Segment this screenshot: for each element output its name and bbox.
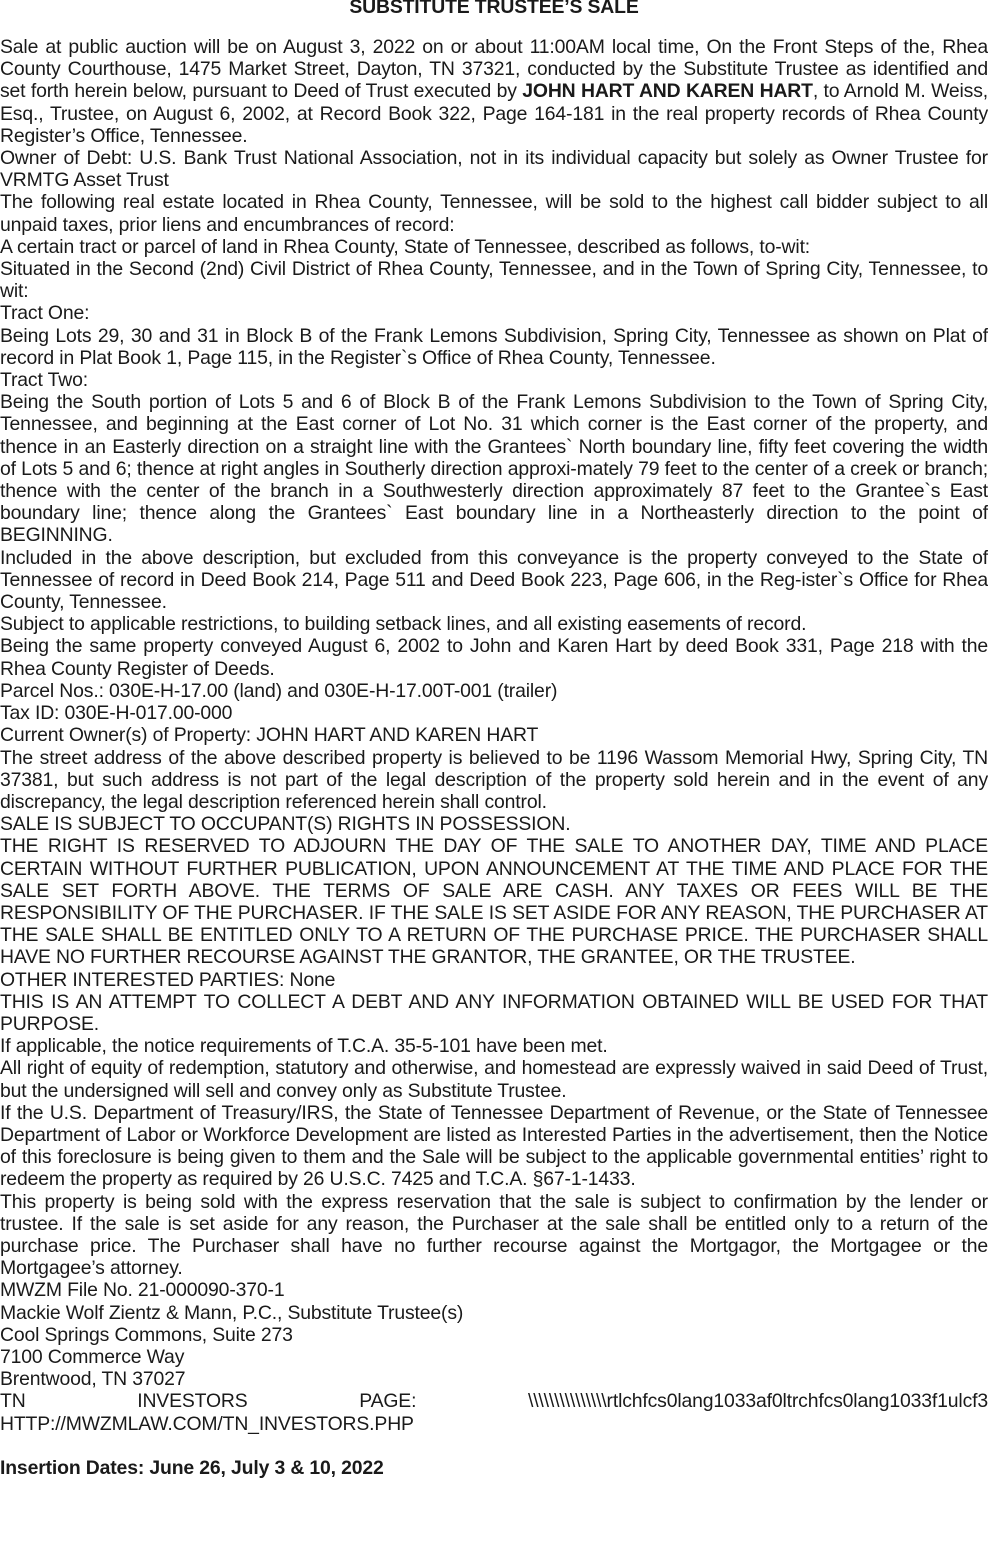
notice-title: SUBSTITUTE TRUSTEE’S SALE	[349, 0, 639, 18]
intro-paragraph	[0, 36, 988, 147]
tract-one-heading: Tract One:	[0, 302, 90, 325]
tax-id: Tax ID: 030E-H-017.00-000	[0, 702, 233, 725]
tca-notice: If applicable, the notice requirements of T.C.A. 35-5-101 have been met.	[0, 1035, 608, 1058]
adjournment-terms: THE RIGHT IS RESERVED TO ADJOURN THE DAY OF THE SALE TO ANOTHER DAY, TIME AND PLACE CERTAIN WITHOUT FURTHER PUBLICATION, UPON ANNOUNCEMENT AT THE TIME AND PLACE FOR THE SALE SET FORTH ABOVE. THE TERMS OF SALE ARE CASH. ANY TAXES OR FEES WILL BE THE RESPONSIBILITY OF THE PURCHASER. IF THE SALE IS SET ASIDE FOR ANY REASON, THE PURCHASER AT THE SALE SHALL BE ENTITLED ONLY TO A RETURN OF THE PURCHASE PRICE. THE PURCHASER SHALL HAVE NO FURTHER RECOURSE AGAINST THE GRANTOR, THE GRANTEE, OR THE TRUSTEE.	[0, 835, 988, 969]
tract-two-heading: Tract Two:	[0, 369, 88, 392]
debt-collection-notice: THIS IS AN ATTEMPT TO COLLECT A DEBT AND ANY INFORMATION OBTAINED WILL BE USED FOR THAT PURPOSE.	[0, 990, 988, 1035]
investors-url[interactable]: HTTP://MWZMLAW.COM/TN_INVESTORS.PHP	[0, 1412, 414, 1435]
district-description: Situated in the Second (2nd) Civil District of Rhea County, Tennessee, and in the Town of Spring City, Tennessee, to wit:	[0, 258, 988, 303]
confirmation-reservation: This property is being sold with the express reservation that the sale is subject to confirmation by the lender or trustee. If the sale is set aside for any reason, the Purchaser at the sale shall be entitled only to a return of the purchase price. The Purchaser shall have no further recourse against the Mortgagor, the Mortgagee or the Mortgagee’s attorney.	[0, 1190, 988, 1280]
address-line-1: Cool Springs Commons, Suite 273	[0, 1323, 293, 1346]
trustee-firm: Mackie Wolf Zientz & Mann, P.C., Substitute Trustee(s)	[0, 1301, 464, 1324]
file-number: MWZM File No. 21-000090-370-1	[0, 1279, 285, 1302]
restrictions-paragraph: Subject to applicable restrictions, to building setback lines, and all existing easements of record.	[0, 613, 807, 636]
intro-text-2: , to Arnold M. Weiss, Esq., Trustee, on August 6, 2002, at Record Book 322, Page 164-181 in the real property records of Rhea County Register’s Office, Tennessee.	[0, 80, 988, 147]
other-interested-parties: OTHER INTERESTED PARTIES: None	[0, 968, 336, 991]
tract-intro: A certain tract or parcel of land in Rhea County, State of Tennessee, described as follows, to-wit:	[0, 235, 811, 258]
conveyance-paragraph: Being the same property conveyed August 6, 2002 to John and Karen Hart by deed Book 331, Page 218 with the Rhea County Register of Deeds.	[0, 635, 988, 680]
intro-text-1: Sale at public auction will be on August 3, 2022 on or about 11:00AM local time, On the Front Steps of the, Rhea County Courthouse, 1475 Market Street, Dayton, TN 37321, conducted by the Substitute Trustee as identified and set forth herein below, pursuant to Deed of Trust executed by	[0, 36, 988, 103]
address-line-3: Brentwood, TN 37027	[0, 1368, 186, 1391]
insertion-dates: Insertion Dates: June 26, July 3 & 10, 2022	[0, 1456, 384, 1479]
address-line-2: 7100 Commerce Way	[0, 1345, 185, 1368]
current-owners: Current Owner(s) of Property: JOHN HART AND KAREN HART	[0, 724, 539, 747]
exclusion-paragraph: Included in the above description, but excluded from this conveyance is the property conveyed to the State of Tennessee of record in Deed Book 214, Page 511 and Deed Book 223, Page 606, in the Reg-ister`s Office for Rhea County, Tennessee.	[0, 546, 988, 614]
tract-two-description: Being the South portion of Lots 5 and 6 of Block B of the Frank Lemons Subdivision to the Town of Spring City, Tennessee, and beginning at the East corner of Lot No. 31 which corner is the East corner of the property, and thence in an Easterly direction on a straight line with the Grantees` North boundary line, fifty feet covering the width of Lots 5 and 6; thence at right angles in Southerly direction approxi-mately 79 feet to the center of a creek or branch; thence with the center of the branch in a Southwesterly direction approximately 87 feet to the Grantee`s East boundary line; thence along the Grantees` East boundary line in a Northeasterly direction to the point of BEGINNING.	[0, 391, 988, 547]
occupant-rights: SALE IS SUBJECT TO OCCUPANT(S) RIGHTS IN POSSESSION.	[0, 813, 571, 836]
grantors-name: JOHN HART AND KAREN HART	[522, 80, 813, 103]
real-estate-statement: The following real estate located in Rhea County, Tennessee, will be sold to the highest call bidder subject to all unpaid taxes, prior liens and encumbrances of record:	[0, 191, 988, 236]
parcel-numbers: Parcel Nos.: 030E-H-17.00 (land) and 030E-H-17.00T-001 (trailer)	[0, 679, 558, 702]
street-address-paragraph: The street address of the above described property is believed to be 1196 Wassom Memorial Hwy, Spring City, TN 37381, but such address is not part of the legal description of the property sold herein and in the event of any discrepancy, the legal description referenced herein shall control.	[0, 746, 988, 813]
investors-page-line: TN INVESTORS PAGE: \\\\\\\\\\\\\\\rtlchfcs0lang1033af0ltrchfcs0lang1033f1ulcf3	[0, 1390, 988, 1413]
government-redemption: If the U.S. Department of Treasury/IRS, the State of Tennessee Department of Revenue, or the State of Tennessee Department of Labor or Workforce Development are listed as Interested Parties in the advertisement, then the Notice of this foreclosure is being given to them and the Sale will be subject to the applicable governmental entities’ right to redeem the property as required by 26 U.S.C. 7425 and T.C.A. §67-1-1433.	[0, 1101, 988, 1191]
tract-one-description: Being Lots 29, 30 and 31 in Block B of the Frank Lemons Subdivision, Spring City, Tennessee as shown on Plat of record in Plat Book 1, Page 115, in the Register`s Office of Rhea County, Tennessee.	[0, 324, 988, 369]
owner-of-debt: Owner of Debt: U.S. Bank Trust National Association, not in its individual capacity but solely as Owner Trustee for VRMTG Asset Trust	[0, 147, 988, 192]
redemption-waiver: All right of equity of redemption, statutory and otherwise, and homestead are expressly waived in said Deed of Trust, but the undersigned will sell and convey only as Substitute Trustee.	[0, 1057, 988, 1102]
